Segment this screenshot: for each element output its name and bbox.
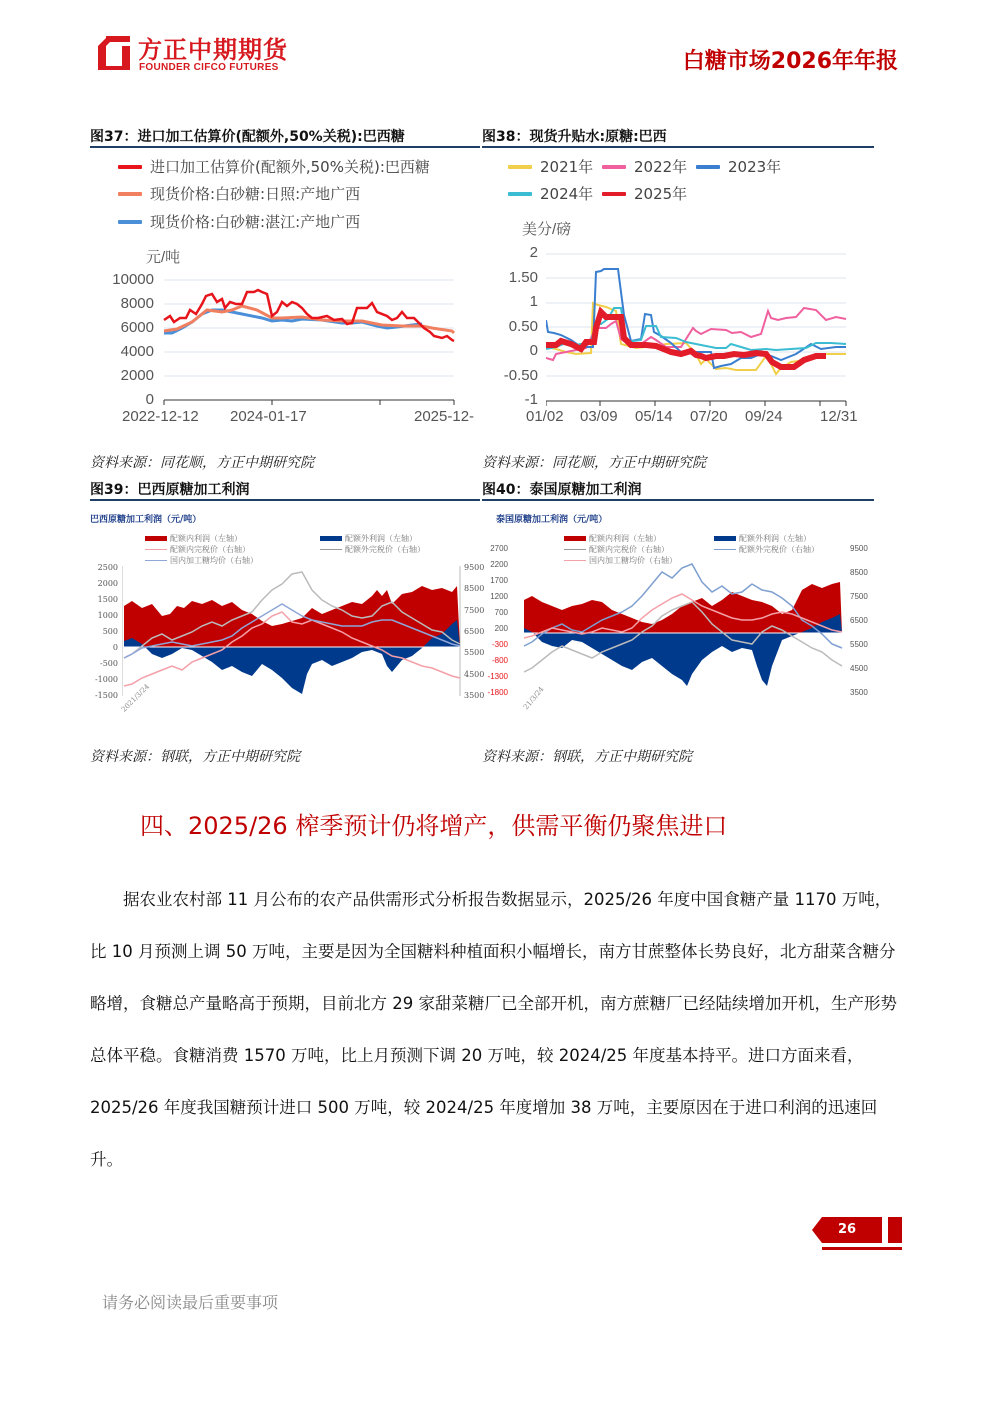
y-left-tick: 700 bbox=[494, 608, 508, 617]
legend-label: 2025年 bbox=[634, 185, 688, 203]
legend-label: 配额内完税价（右轴） bbox=[170, 545, 250, 554]
legend-swatch-cyan bbox=[508, 192, 532, 196]
legend-item bbox=[714, 533, 811, 544]
page-number: 26 bbox=[838, 1222, 857, 1237]
figure-37-chart bbox=[90, 150, 480, 430]
legend-label: 国内加工糖均价（右轴） bbox=[589, 556, 677, 565]
logo-icon bbox=[96, 36, 132, 72]
y-tick: 1.50 bbox=[508, 269, 538, 286]
legend-swatch-red bbox=[602, 192, 626, 196]
chart-inner-title: 泰国原糖加工利润（元/吨） bbox=[496, 515, 608, 525]
figure-39-chart bbox=[90, 502, 485, 738]
legend-item bbox=[145, 533, 242, 544]
legend-label: 配额外利润（左轴） bbox=[739, 534, 811, 543]
y-tick: -1 bbox=[524, 391, 538, 408]
legend-swatch bbox=[564, 560, 586, 561]
y-left-tick: 1700 bbox=[490, 576, 508, 585]
figure-38-title: 图38：现货升贴水:原糖:巴西 bbox=[482, 129, 667, 145]
legend-swatch bbox=[564, 536, 586, 541]
x-tick: 2024-01-17 bbox=[230, 408, 307, 425]
legend-item bbox=[118, 156, 430, 177]
figure-38-chart bbox=[482, 150, 874, 430]
y-left-tick: -1500 bbox=[94, 691, 118, 700]
legend-label: 2022年 bbox=[634, 158, 688, 176]
legend-swatch bbox=[320, 549, 342, 550]
page-number-block bbox=[888, 1217, 902, 1243]
x-tick: 07/20 bbox=[690, 408, 728, 425]
y-left-tick: 1500 bbox=[97, 595, 118, 604]
figure-39-title: 图39：巴西原糖加工利润 bbox=[90, 482, 250, 498]
legend-label: 配额内利润（左轴） bbox=[589, 534, 661, 543]
y-left-tick: 1000 bbox=[97, 611, 118, 620]
legend-swatch bbox=[320, 536, 342, 541]
y-tick: 8000 bbox=[120, 295, 154, 312]
y-right-tick: 5500 bbox=[850, 640, 868, 649]
y-left-tick: 2000 bbox=[97, 579, 118, 588]
legend-label: 配额内利润（左轴） bbox=[170, 534, 242, 543]
figure-37-title: 图37：进口加工估算价(配额外,50%关税):巴西糖 bbox=[90, 129, 405, 145]
y-right-tick: 6500 bbox=[850, 616, 868, 625]
legend-item bbox=[696, 156, 781, 177]
y-right-tick: 3500 bbox=[464, 691, 485, 700]
legend-swatch-pink bbox=[602, 165, 626, 169]
y-tick: 6000 bbox=[120, 319, 154, 336]
y-right-tick: 9500 bbox=[850, 544, 868, 553]
disclaimer-note: 请务必阅读最后重要事项 bbox=[102, 1293, 279, 1312]
legend-label: 国内加工糖均价（右轴） bbox=[170, 556, 258, 565]
legend-item bbox=[320, 544, 425, 555]
legend-label: 2024年 bbox=[540, 185, 594, 203]
x-tick-labels: 21/3/24 bbox=[522, 685, 546, 712]
legend-item bbox=[118, 211, 360, 232]
legend-label: 现货价格:白砂糖:日照:产地广西 bbox=[150, 185, 361, 203]
legend-item bbox=[118, 183, 360, 204]
legend-swatch-blue bbox=[696, 165, 720, 169]
legend-swatch bbox=[714, 549, 736, 550]
y-right-tick: 8500 bbox=[464, 584, 485, 593]
figure-37-source: 资料来源：同花顺，方正中期研究院 bbox=[90, 455, 314, 471]
figure-38-plot bbox=[546, 244, 856, 414]
y-tick: 0 bbox=[529, 342, 538, 359]
figure-39-source: 资料来源：钢联，方正中期研究院 bbox=[90, 749, 300, 765]
x-tick: 09/24 bbox=[745, 408, 783, 425]
legend-item bbox=[564, 533, 661, 544]
report-title: 白糖市场2026年年报 bbox=[682, 49, 898, 74]
chart-inner-title: 巴西原糖加工利润（元/吨） bbox=[90, 515, 202, 525]
y-right-tick: 5500 bbox=[464, 648, 485, 657]
figure-40-title: 图40：泰国原糖加工利润 bbox=[482, 482, 642, 498]
figure-37-rule bbox=[90, 146, 480, 148]
y-left-tick: 2200 bbox=[490, 560, 508, 569]
legend-label: 配额外完税价（右轴） bbox=[345, 545, 425, 554]
legend-swatch bbox=[714, 536, 736, 541]
y-tick: 2000 bbox=[120, 367, 154, 384]
y-left-tick: -1300 bbox=[487, 672, 508, 681]
page-number-underline bbox=[822, 1247, 902, 1250]
legend-swatch-orange bbox=[118, 192, 142, 196]
y-right-tick: 3500 bbox=[850, 688, 868, 697]
x-tick-labels: 2021/3/24 bbox=[120, 682, 152, 714]
y-left-tick: 1200 bbox=[490, 592, 508, 601]
legend-item bbox=[508, 183, 593, 204]
figure-39-plot bbox=[122, 566, 462, 698]
figure-40-chart bbox=[482, 502, 874, 738]
y-axis-unit: 美分/磅 bbox=[522, 221, 572, 238]
y-axis-unit: 元/吨 bbox=[146, 249, 181, 266]
figure-39-rule bbox=[90, 499, 480, 501]
legend-label: 2023年 bbox=[728, 158, 782, 176]
section-paragraph bbox=[90, 874, 902, 1186]
y-left-tick: -1000 bbox=[94, 675, 118, 684]
paragraph-text: 据农业农村部 11 月公布的农产品供需形式分析报告数据显示，2025/26 年度中国食糖产量 1170 万吨，比 10 月预测上调 50 万吨，主要是因为全国糖料种植面积小幅增长，南方甘蔗整体长势良好，北方甜菜含糖分略增，食糖总产量略高于预期，目前北方 29 家甜菜糖厂已全部开机，南方蔗糖厂已经陆续增加开机，生产形势总体平稳。食糖消费 1570 万吨，比上月预测下调 20 万吨，较 2024/25 年度基本持平。进口方面来看，2025/26 年度我国糖预计进口 500 万吨，较 2024/25 年度增加 38 万吨，主要原因在于进口利润的迅速回升。 bbox=[90, 890, 897, 1169]
figure-38-source: 资料来源：同花顺，方正中期研究院 bbox=[482, 455, 706, 471]
x-tick: 2022-12-12 bbox=[122, 408, 199, 425]
figure-38-rule bbox=[482, 146, 874, 148]
figure-40-rule bbox=[482, 499, 874, 501]
legend-label: 配额内完税价（右轴） bbox=[589, 545, 669, 554]
y-tick: 2 bbox=[529, 244, 538, 261]
legend-swatch-blue bbox=[118, 220, 142, 224]
legend-item bbox=[714, 544, 819, 555]
legend-item bbox=[508, 156, 593, 177]
y-left-tick: -300 bbox=[491, 640, 508, 649]
y-right-tick: 7500 bbox=[464, 606, 485, 615]
legend-item bbox=[320, 533, 417, 544]
legend-label: 进口加工估算价(配额外,50%关税):巴西糖 bbox=[150, 158, 430, 176]
legend-label: 2021年 bbox=[540, 158, 594, 176]
y-right-tick: 9500 bbox=[464, 563, 485, 572]
x-tick: 01/02 bbox=[526, 408, 564, 425]
legend-swatch-yellow bbox=[508, 165, 532, 169]
legend-item bbox=[145, 544, 250, 555]
legend-swatch bbox=[145, 560, 167, 561]
legend-swatch bbox=[564, 549, 586, 550]
x-tick: 12/31 bbox=[820, 408, 858, 425]
company-name-cn: 方正中期期货 bbox=[138, 36, 288, 64]
y-right-tick: 6500 bbox=[464, 627, 485, 636]
y-left-tick: 500 bbox=[102, 627, 118, 636]
company-name-en: FOUNDER CIFCO FUTURES bbox=[139, 62, 279, 73]
y-left-tick: 2700 bbox=[490, 544, 508, 553]
y-right-tick: 8500 bbox=[850, 568, 868, 577]
figure-40-source: 资料来源：钢联，方正中期研究院 bbox=[482, 749, 692, 765]
x-tick: 05/14 bbox=[635, 408, 673, 425]
legend-swatch bbox=[145, 549, 167, 550]
figure-37-plot bbox=[162, 270, 462, 410]
legend-swatch bbox=[145, 536, 167, 541]
figure-40-plot bbox=[522, 562, 846, 698]
y-left-tick: -800 bbox=[491, 656, 508, 665]
y-tick: 0.50 bbox=[508, 318, 538, 335]
x-tick: 2025-12- bbox=[414, 408, 475, 425]
y-right-tick: 4500 bbox=[464, 670, 485, 679]
legend-label: 现货价格:白砂糖:湛江:产地广西 bbox=[150, 213, 361, 231]
y-left-tick: 2500 bbox=[97, 563, 118, 572]
y-tick: 0 bbox=[145, 391, 154, 408]
section-heading: 四、2025/26 榨季预计仍将增产，供需平衡仍聚焦进口 bbox=[140, 812, 728, 840]
legend-label: 配额外完税价（右轴） bbox=[739, 545, 819, 554]
legend-label: 配额外利润（左轴） bbox=[345, 534, 417, 543]
y-tick: 4000 bbox=[120, 343, 154, 360]
x-tick: 03/09 bbox=[580, 408, 618, 425]
legend-item bbox=[145, 555, 258, 566]
y-right-tick: 7500 bbox=[850, 592, 868, 601]
y-tick: 10000 bbox=[112, 271, 154, 288]
y-tick: 1 bbox=[529, 293, 538, 310]
legend-swatch-red bbox=[118, 165, 142, 169]
y-left-tick: -1800 bbox=[487, 688, 508, 697]
y-right-tick: 4500 bbox=[850, 664, 868, 673]
y-tick: -0.50 bbox=[503, 367, 538, 384]
legend-item bbox=[602, 183, 687, 204]
y-left-tick: 200 bbox=[494, 624, 508, 633]
y-left-tick: 0 bbox=[112, 643, 118, 652]
legend-item bbox=[602, 156, 687, 177]
y-left-tick: -500 bbox=[100, 659, 118, 668]
legend-item bbox=[564, 544, 669, 555]
